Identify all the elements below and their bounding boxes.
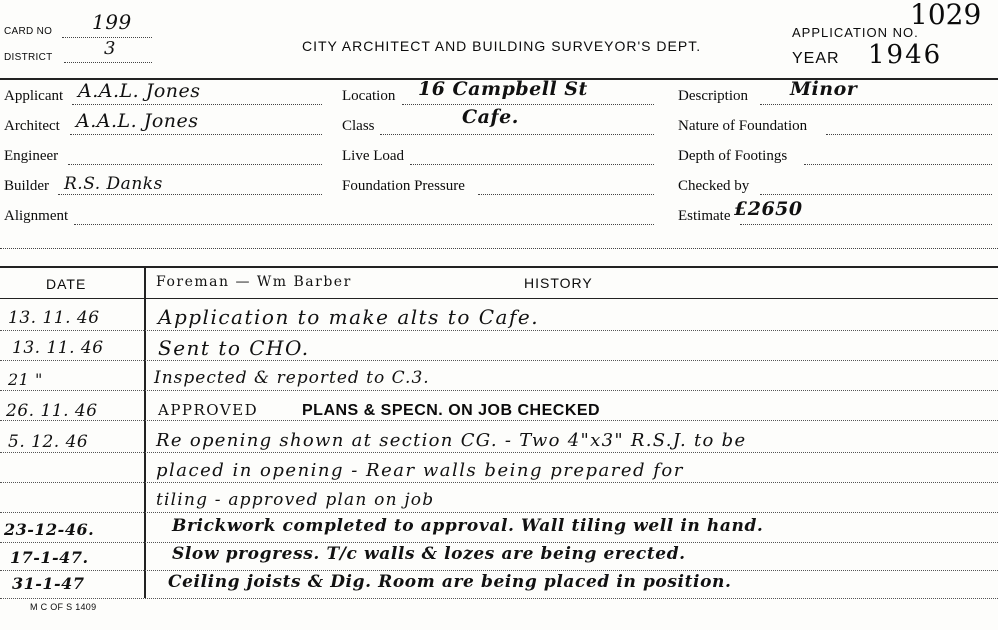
year-label: YEAR [792,50,840,67]
live-load-label: Live Load [342,148,405,164]
history-date-1: 13. 11. 46 [8,308,100,328]
estimate-value: £2650 [734,198,803,220]
district-label: DISTRICT [4,52,53,63]
builder-value: R.S. Danks [64,174,163,194]
history-date-8: 23-12-46. [4,520,95,539]
history-header-divider [0,298,998,299]
history-date-2: 13. 11. 46 [12,338,104,358]
year-value: 1946 [868,40,943,70]
card-no-value: 199 [92,10,132,34]
description-value: Minor [790,78,858,100]
application-label: APPLICATION NO. [792,25,919,40]
applicant-value: A.A.L. Jones [78,80,201,102]
form-code: M C OF S 1409 [30,602,97,612]
plans-checked-stamp: PLANS & SPECN. ON JOB CHECKED [302,402,601,419]
card-no-label: CARD NO [4,26,53,37]
history-date-9: 17-1-47. [10,548,89,567]
department-title: CITY ARCHITECT AND BUILDING SURVEYOR'S DEPT. [302,38,702,54]
estimate-label: Estimate [678,208,731,224]
history-text-7: tiling - approved plan on job [156,490,435,510]
builder-label: Builder [4,178,49,194]
history-text-4: APPROVED [158,401,259,419]
history-text-5: Re opening shown at section CG. - Two 4"x3" R.S.J. to be [156,430,747,451]
history-text-8: Brickwork completed to approval. Wall tiling well in hand. [172,516,764,536]
history-text-6: placed in opening - Rear walls being prepared for [156,460,684,481]
foreman-note: Foreman — Wm Barber [156,274,352,290]
checked-by-label: Checked by [678,178,750,194]
history-date-10: 31-1-47 [12,574,85,593]
fields-divider [0,266,998,268]
history-text-2: Sent to CHO. [158,336,310,360]
date-column-divider [144,268,146,598]
applicant-label: Applicant [4,88,64,104]
location-value: 16 Campbell St [418,78,588,100]
foundation-pressure-label: Foundation Pressure [342,178,465,194]
depth-of-footings-label: Depth of Footings [678,148,788,164]
engineer-label: Engineer [4,148,59,164]
architect-value: A.A.L. Jones [76,110,199,132]
history-date-3: 21 " [8,370,43,389]
nature-of-foundation-label: Nature of Foundation [678,118,808,134]
district-value: 3 [104,38,116,59]
class-label: Class [342,118,375,134]
history-text-3: Inspected & reported to C.3. [154,368,430,388]
history-date-5: 5. 12. 46 [8,432,89,452]
architect-label: Architect [4,118,60,134]
history-text-9: Slow progress. T/c walls & lozes are being erected. [172,544,686,564]
history-text-10: Ceiling joists & Dig. Room are being placed in position. [168,572,732,592]
description-label: Description [678,88,748,104]
application-value: 1029 [910,0,982,31]
history-text-1: Application to make alts to Cafe. [158,305,540,329]
alignment-label: Alignment [4,208,69,224]
history-column-header: HISTORY [524,275,593,291]
class-value: Cafe. [462,106,519,128]
location-label: Location [342,88,396,104]
date-column-header: DATE [46,276,87,292]
history-date-4: 26. 11. 46 [6,401,98,421]
